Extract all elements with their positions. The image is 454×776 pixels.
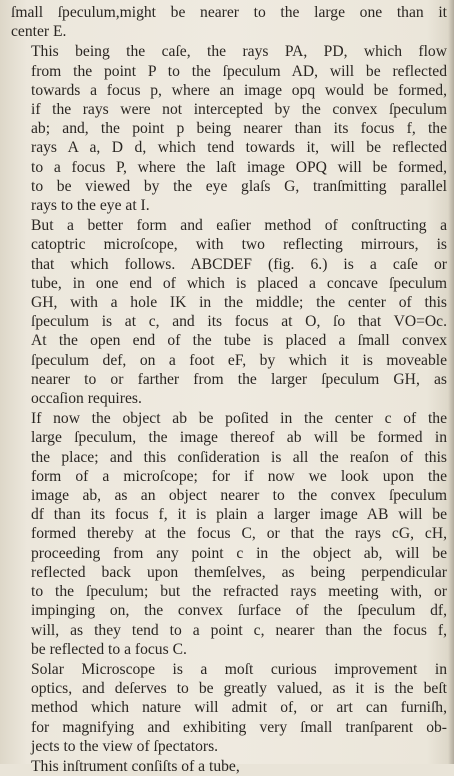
paragraph-p0 — [11, 3, 447, 41]
text-line: for magnifying and exhibiting very ſmall tranſparent ob- — [31, 718, 447, 736]
paragraph-p1 — [11, 42, 447, 215]
text-line: reflected back upon themſelves, as being perpendicular — [31, 563, 447, 581]
text-line: nearer to or farther from the larger ſpeculum GH, as — [31, 370, 447, 388]
text-line: occaſion requires. — [31, 390, 142, 408]
text-line: catoptric microſcope, with two reflecting mirrours, is — [31, 236, 447, 254]
text-line: At the open end of the tube is placed a ſmall convex — [31, 332, 447, 350]
text-line: optics, and deſerves to be greatly valued, as it is the beſt — [31, 680, 447, 698]
text-line: formed thereby at the focus C, or that the rays cG, cH, — [31, 525, 447, 543]
text-line: ſpeculum is at c, and its focus at O, ſo that VO=Oc. — [31, 313, 447, 331]
text-line: This being the caſe, the rays PA, PD, which flow — [31, 43, 447, 61]
text-line: Solar Microscope is a moſt curious improvement in — [31, 660, 447, 678]
text-line: impinging on, the convex ſurface of the ſpeculum df, — [31, 602, 447, 620]
text-line: large ſpeculum, the image thereof ab will be formed in — [31, 429, 447, 447]
text-line: image ab, as an object nearer to the convex ſpeculum — [31, 487, 447, 505]
text-line: rays to the eye at I. — [31, 197, 150, 215]
text-line: to the ſpeculum; but the refracted rays meeting with, or — [31, 583, 447, 601]
text-line: jects to the view of ſpectators. — [31, 737, 219, 755]
text-line: will, as they tend to a point c, nearer than the focus f, — [31, 621, 447, 639]
text-line: that which follows. ABCDEF (fig. 6.) is a caſe or — [31, 255, 447, 273]
paragraph-p2 — [11, 216, 447, 408]
text-line: method which nature will admit of, or art can furniſh, — [31, 699, 447, 717]
text-line: be reflected to a focus C. — [31, 640, 187, 658]
text-line: to a focus P, where the laſt image OPQ will be formed, — [31, 158, 447, 176]
text-line: If now the object ab be poſited in the center c of the — [31, 410, 447, 428]
text-line: rays A a, D d, which tend towards it, will be reflected — [31, 139, 447, 157]
text-line: form of a microſcope; for if now we look upon the — [31, 467, 447, 485]
text-line: tube, in one end of which is placed a concave ſpeculum — [31, 274, 447, 292]
paragraph-p4 — [11, 660, 447, 756]
text-line: df than its focus f, it is plain a larger image AB will be — [31, 506, 447, 524]
text-line: center E. — [11, 23, 67, 41]
text-line: from the point P to the ſpeculum AD, will be reflected — [31, 62, 447, 80]
text-line: But a better form and eaſier method of conſtructing a — [31, 217, 447, 235]
text-line: GH, with a hole IK in the middle; the center of this — [31, 294, 447, 312]
text-line: ſpeculum def, on a foot eF, by which it is moveable — [31, 351, 447, 369]
text-line: ſmall ſpeculum,might be nearer to the large one than it — [11, 4, 447, 21]
paragraph-p3 — [11, 409, 447, 659]
text-line: towards a focus p, where an image opq would be formed, — [31, 81, 447, 99]
text-line: This inſtrument conſiſts of a tube, — [31, 757, 240, 775]
body-text — [11, 3, 447, 775]
paragraph-p5 — [11, 757, 447, 775]
page-edge-shadow — [448, 0, 454, 764]
text-line: to be viewed by the eye glaſs G, tranſmitting parallel — [31, 177, 447, 195]
text-line: ab; and, the point p being nearer than its focus f, the — [31, 120, 447, 138]
text-line: proceeding from any point c in the object ab, will be — [31, 544, 447, 562]
text-line: the place; and this conſideration is all the reaſon of this — [31, 448, 447, 466]
text-line: if the rays were not intercepted by the convex ſpeculum — [31, 101, 447, 119]
